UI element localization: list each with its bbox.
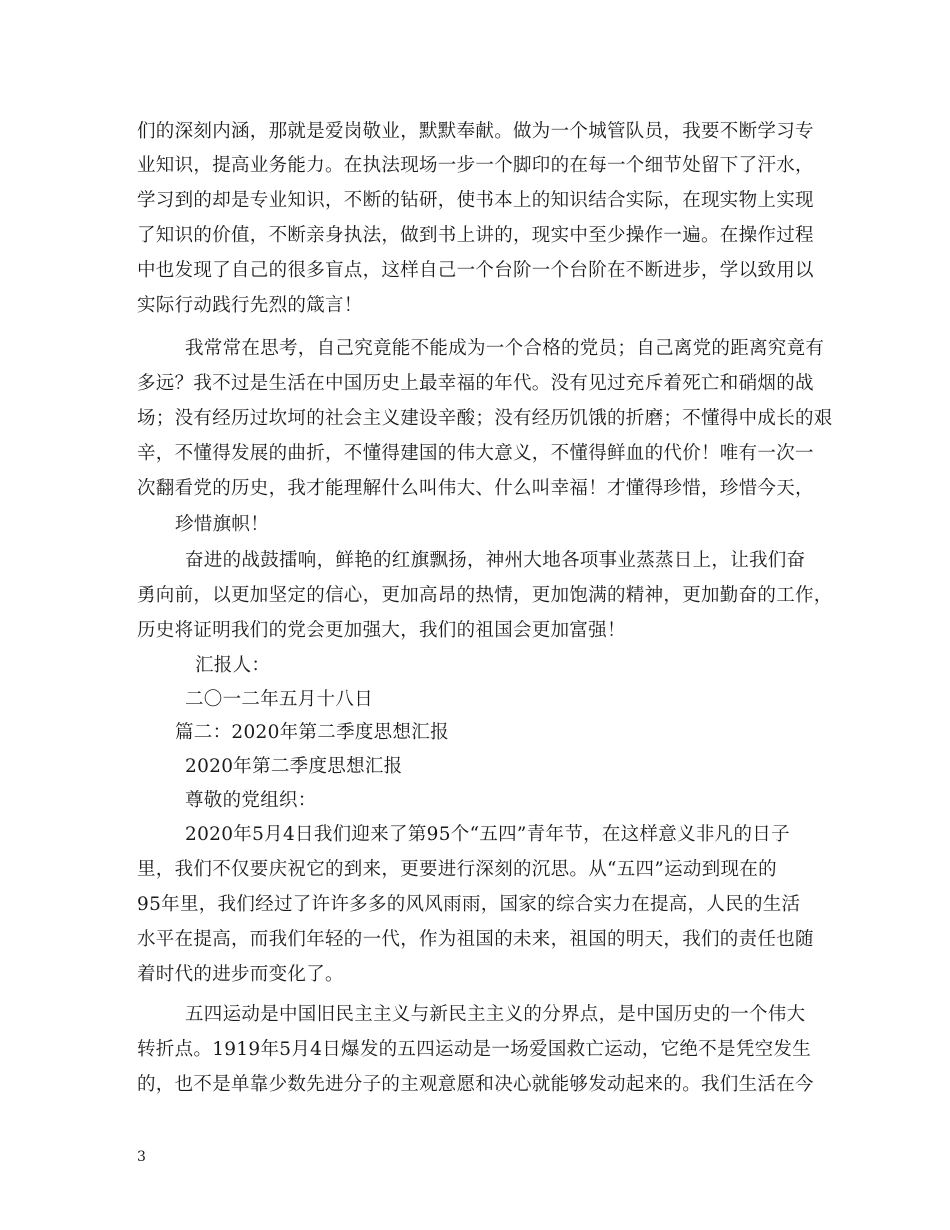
section-heading: 篇二：2020年第二季度思想汇报	[175, 722, 449, 743]
body-text-line: 95年里，我们经过了许许多多的风风雨雨，国家的综合实力在提高，人民的生活	[137, 894, 801, 915]
body-text-line: 实际行动践行先烈的箴言！	[137, 295, 363, 316]
body-text-line: 中也发现了自己的很多盲点，这样自己一个台阶一个台阶在不断进步，学以致用以	[137, 260, 814, 281]
body-text-line: 业知识，提高业务能力。在执法现场一步一个脚印的在每一个细节处留下了汗水，	[137, 155, 814, 176]
body-text-line: 着时代的进步而变化了。	[137, 964, 344, 985]
salutation: 尊敬的党组织：	[185, 790, 317, 811]
body-text-line: 转折点。1919年5月4日爆发的五四运动是一场爱国救亡运动，它绝不是凭空发生	[137, 1039, 812, 1060]
body-text-line: 们的深刻内涵，那就是爱岗敬业，默默奉献。做为一个城管队员，我要不断学习专	[137, 121, 814, 142]
body-text-line: 水平在提高，而我们年轻的一代，作为祖国的未来，祖国的明天，我们的责任也随	[137, 929, 814, 950]
body-text-line: 历史将证明我们的党会更加强大，我们的祖国会更加富强！	[137, 620, 626, 641]
body-text-line: 学习到的却是专业知识，不断的钻研，使书本上的知识结合实际，在现实物上实现	[137, 190, 814, 211]
body-text-line: 场；没有经历过坎坷的社会主义建设辛酸；没有经历饥饿的折磨；不懂得中成长的艰	[137, 408, 833, 429]
body-text-line: 珍惜旗帜！	[175, 514, 270, 535]
report-title: 2020年第二季度思想汇报	[185, 756, 403, 777]
report-date: 二〇一二年五月十八日	[185, 689, 374, 710]
body-text-line: 辛，不懂得发展的曲折，不懂得建国的伟大意义，不懂得鲜血的代价！唯有一次一	[137, 443, 814, 464]
body-text-line: 勇向前，以更加坚定的信心，更加高昂的热情，更加饱满的精神，更加勤奋的工作，	[137, 585, 833, 606]
body-text-line: 的，也不是单靠少数先进分子的主观意愿和决心就能够发动起来的。我们生活在今	[137, 1074, 814, 1095]
body-text-line: 多远？我不过是生活在中国历史上最幸福的年代。没有见过充斥着死亡和硝烟的战	[137, 373, 814, 394]
paragraph-first-line: 我常常在思考，自己究竟能不能成为一个合格的党员；自己离党的距离究竟有	[185, 338, 825, 359]
paragraph-first-line: 奋进的战鼓擂响，鲜艳的红旗飘扬，神州大地各项事业蒸蒸日上，让我们奋	[185, 550, 806, 571]
paragraph-first-line: 五四运动是中国旧民主主义与新民主主义的分界点，是中国历史的一个伟大	[185, 1004, 806, 1025]
body-text-line: 了知识的价值，不断亲身执法，做到书上讲的，现实中至少操作一遍。在操作过程	[137, 225, 814, 246]
reporter-label: 汇报人：	[195, 655, 271, 676]
body-text-line: 次翻看党的历史，我才能理解什么叫伟大、什么叫幸福！才懂得珍惜，珍惜今天，	[137, 478, 814, 499]
body-text-line: 里，我们不仅要庆祝它的到来，更要进行深刻的沉思。从“五四”运动到现在的	[137, 859, 777, 880]
page-number: 3	[137, 1149, 146, 1165]
paragraph-first-line: 2020年5月4日我们迎来了第95个“五四”青年节，在这样意义非凡的日子	[185, 824, 790, 845]
